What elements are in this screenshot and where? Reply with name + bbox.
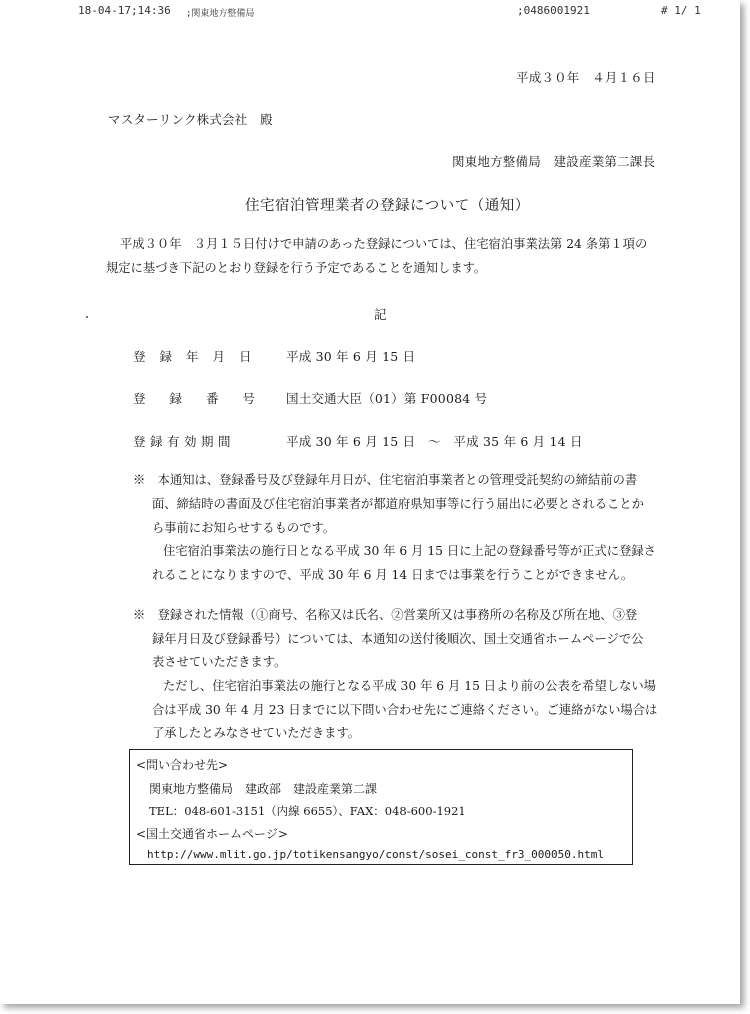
ki-heading: 記 xyxy=(374,307,387,322)
field-value-validity-period: 平成 30 年 6 月 15 日 ～ 平成 35 年 6 月 14 日 xyxy=(286,434,583,449)
note2-line-1: ※ 登録された情報（①商号、名称又は氏名、②営業所又は事務所の名称及び所在地、③登 xyxy=(133,608,638,622)
homepage-heading: <国土交通省ホームページ> xyxy=(136,827,288,841)
note2-line-5: 合は平成 30 年 4 月 23 日までに以下問い合わせ先にご連絡ください。ご連絡がない場合は xyxy=(152,703,658,717)
field-label-validity-period: 登録有効期間 xyxy=(133,434,236,449)
note1-line-5: れることになりますので、平成 30 年 6 月 14 日までは事業を行うことができません。 xyxy=(152,568,634,582)
fax-sender: ;関東地方整備局 xyxy=(186,9,255,19)
field-value-registration-date: 平成 30 年 6 月 15 日 xyxy=(286,349,416,364)
field-label-registration-number: 登録番号 xyxy=(133,391,280,406)
contact-office: 関東地方整備局 建政部 建設産業第二課 xyxy=(149,782,378,796)
note1-line-3: ら事前にお知らせするものです。 xyxy=(152,521,336,535)
fax-header xyxy=(0,2,740,18)
intro-line-2: 規定に基づき下記のとおり登録を行う予定であることを通知します。 xyxy=(106,261,487,275)
field-value-registration-number: 国土交通大臣（01）第 F00084 号 xyxy=(286,391,488,406)
contact-box xyxy=(129,749,633,865)
note2-line-2: 録年月日及び登録番号）については、本通知の送付後順次、国土交通省ホームページで公 xyxy=(152,632,644,646)
note1-line-2: 面、締結時の書面及び住宅宿泊事業者が都道府県知事等に行う届出に必要とされることか xyxy=(152,497,644,511)
note2-line-4: ただし、住宅宿泊事業法の施行となる平成 30 年 6 月 15 日より前の公表を希望しない場 xyxy=(163,679,656,693)
note1-line-4: 住宅宿泊事業法の施行日となる平成 30 年 6 月 15 日に上記の登録番号等が正式に登録さ xyxy=(163,544,656,558)
intro-line-1: 平成３０年 ３月１５日付けで申請のあった登録については、住宅宿泊事業法第 24 条第１項の xyxy=(120,237,648,251)
note2-line-6: 了承したとみなさせていただきます。 xyxy=(152,726,361,740)
sender: 関東地方整備局 建設産業第二課長 xyxy=(452,154,656,169)
contact-heading: <問い合わせ先> xyxy=(136,758,229,772)
recipient: マスターリンク株式会社 殿 xyxy=(108,112,273,127)
field-label-registration-date: 登録年月日 xyxy=(133,349,266,364)
fax-number: ;0486001921 xyxy=(517,4,590,17)
stray-mark xyxy=(86,316,88,318)
letter-date: 平成３０年 ４月１６日 xyxy=(516,70,656,85)
contact-phone: TEL：048-601-3151（内線 6655）、FAX：048-600-1921 xyxy=(149,804,466,818)
fax-datetime: 18-04-17;14:36 xyxy=(78,4,171,17)
note1-line-1: ※ 本通知は、登録番号及び登録年月日が、住宅宿泊事業者との管理受託契約の締結前の書 xyxy=(133,473,638,487)
fax-page-marker: # 1/ 1 xyxy=(661,4,701,17)
page-title: 住宅宿泊管理業者の登録について（通知） xyxy=(245,198,530,214)
homepage-url[interactable]: http://www.mlit.go.jp/totikensangyo/const/sosei_const_fr3_000050.html xyxy=(147,848,604,861)
note2-line-3: 表させていただきます。 xyxy=(152,655,287,669)
